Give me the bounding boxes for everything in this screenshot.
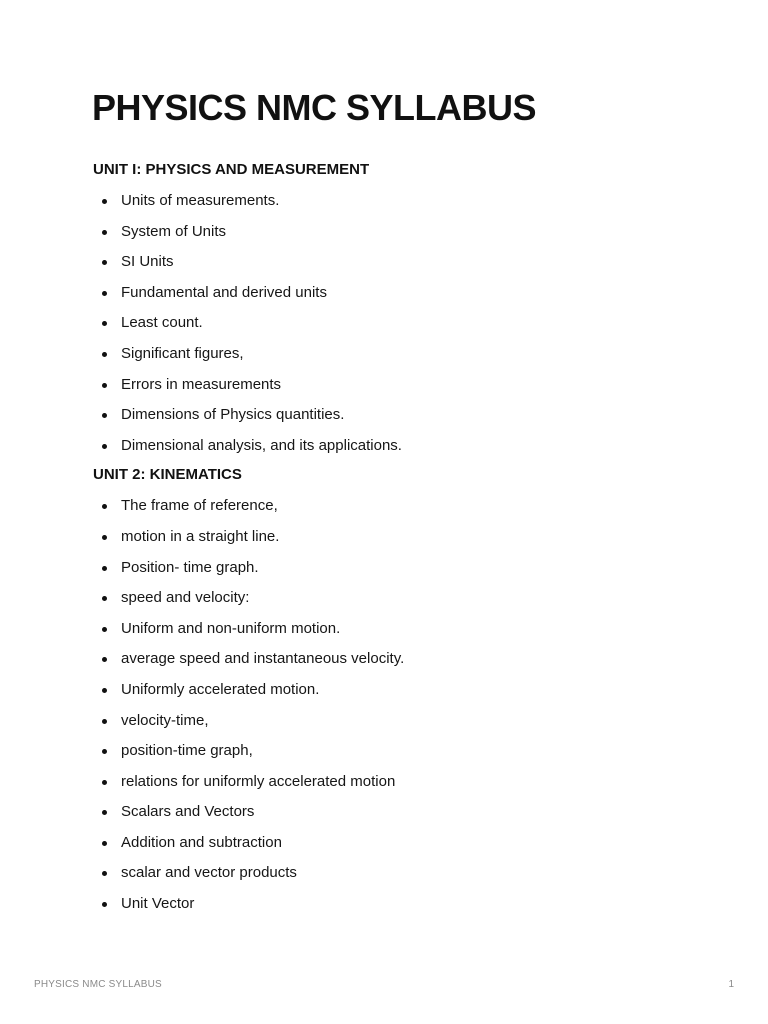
- list-item: [93, 644, 713, 675]
- list-item: [93, 553, 713, 584]
- bullet-icon: [102, 321, 107, 326]
- list-item-text: Least count.: [121, 314, 203, 332]
- list-item: [93, 400, 713, 431]
- bullet-icon: [102, 688, 107, 693]
- list-item: [93, 247, 713, 278]
- list-item-text: Significant figures,: [121, 344, 244, 362]
- list-item: [93, 522, 713, 553]
- bullet-icon: [102, 413, 107, 418]
- bullet-icon: [102, 352, 107, 357]
- bullet-icon: [102, 260, 107, 265]
- list-item-text: speed and velocity:: [121, 589, 250, 607]
- list-item-text: motion in a straight line.: [121, 527, 280, 545]
- list-item-text: Position- time graph.: [121, 558, 259, 576]
- list-item-text: Addition and subtraction: [121, 833, 282, 851]
- list-item: [93, 889, 713, 920]
- list-item: [93, 431, 713, 462]
- bullet-icon: [102, 383, 107, 388]
- bullet-icon: [102, 810, 107, 815]
- section-unit-1: [93, 158, 713, 461]
- list-item-text: Uniformly accelerated motion.: [121, 680, 320, 698]
- bullet-icon: [102, 902, 107, 907]
- list-item-text: Fundamental and derived units: [121, 283, 327, 301]
- list-item: [93, 186, 713, 217]
- page-number: 1: [728, 979, 734, 990]
- list-item-text: velocity-time,: [121, 711, 209, 729]
- list-item-text: Uniform and non-uniform motion.: [121, 619, 341, 637]
- bullet-icon: [102, 780, 107, 785]
- list-item-text: Unit Vector: [121, 895, 195, 913]
- syllabus-content: [93, 158, 713, 922]
- list-item-text: Units of measurements.: [121, 192, 280, 209]
- list-item-text: Dimensions of Physics quantities.: [121, 406, 345, 424]
- bullet-icon: [102, 871, 107, 876]
- list-item-text: SI Units: [121, 253, 174, 271]
- list-item: [93, 858, 713, 889]
- list-item: [93, 706, 713, 737]
- bullet-list: [93, 491, 713, 919]
- bullet-icon: [102, 199, 107, 204]
- list-item: [93, 370, 713, 401]
- list-item: [93, 797, 713, 828]
- bullet-icon: [102, 596, 107, 601]
- bullet-icon: [102, 504, 107, 509]
- list-item-text: average speed and instantaneous velocity.: [121, 650, 405, 668]
- bullet-icon: [102, 230, 107, 235]
- list-item-text: relations for uniformly accelerated motion: [121, 772, 396, 790]
- list-item: [93, 675, 713, 706]
- list-item-text: Scalars and Vectors: [121, 803, 255, 821]
- bullet-icon: [102, 719, 107, 724]
- list-item: [93, 583, 713, 614]
- bullet-icon: [102, 291, 107, 296]
- footer-document-title: PHYSICS NMC SYLLABUS: [34, 979, 162, 990]
- list-item: [93, 491, 713, 522]
- section-heading: UNIT 2: KINEMATICS: [93, 466, 242, 484]
- list-item: [93, 767, 713, 798]
- list-item-text: position-time graph,: [121, 742, 253, 760]
- section-unit-2: [93, 463, 713, 919]
- list-item-text: Errors in measurements: [121, 375, 282, 393]
- list-item-text: scalar and vector products: [121, 864, 297, 882]
- list-item-text: Dimensional analysis, and its applications.: [121, 436, 402, 454]
- section-heading: UNIT I: PHYSICS AND MEASUREMENT: [93, 161, 370, 178]
- bullet-icon: [102, 535, 107, 540]
- bullet-icon: [102, 657, 107, 662]
- list-item: [93, 339, 713, 370]
- bullet-icon: [102, 444, 107, 449]
- list-item: [93, 828, 713, 859]
- bullet-icon: [102, 841, 107, 846]
- list-item: [93, 278, 713, 309]
- list-item: [93, 308, 713, 339]
- page-title: PHYSICS NMC SYLLABUS: [92, 87, 537, 128]
- bullet-icon: [102, 749, 107, 754]
- bullet-icon: [102, 566, 107, 571]
- bullet-icon: [102, 627, 107, 632]
- list-item: [93, 736, 713, 767]
- bullet-list: [93, 186, 713, 461]
- list-item: [93, 217, 713, 248]
- list-item: [93, 614, 713, 645]
- list-item-text: System of Units: [121, 222, 227, 240]
- list-item-text: The frame of reference,: [121, 497, 278, 515]
